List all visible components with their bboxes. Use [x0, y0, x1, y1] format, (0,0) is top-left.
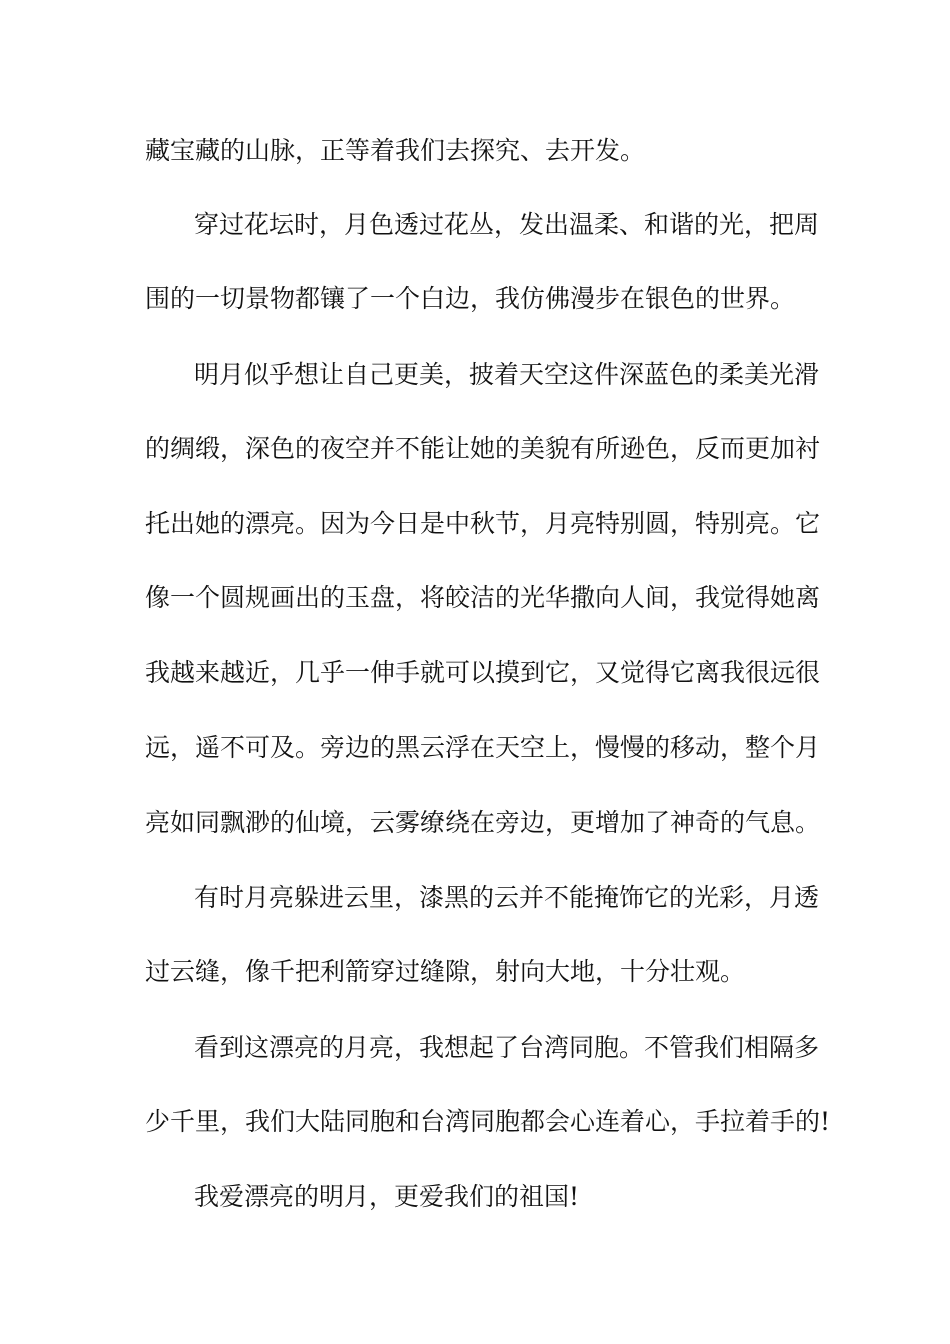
text-line-9: 远，遥不可及。旁边的黑云浮在天空上，慢慢的移动，整个月 — [145, 733, 821, 762]
text-line-13: 看到这漂亮的月亮，我想起了台湾同胞。不管我们相隔多 — [194, 1033, 820, 1062]
text-line-14: 少千里，我们大陆同胞和台湾同胞都会心连着心，手拉着手的! — [145, 1107, 831, 1136]
text-line-12: 过云缝，像千把利箭穿过缝隙，射向大地，十分壮观。 — [145, 957, 746, 986]
text-line-11: 有时月亮躲进云里，漆黑的云并不能掩饰它的光彩，月透 — [194, 883, 820, 912]
text-line-2: 穿过花坛时，月色透过花丛，发出温柔、和谐的光，把周 — [194, 210, 820, 239]
text-line-7: 像一个圆规画出的玉盘，将皎洁的光华撒向人间，我觉得她离 — [145, 583, 821, 612]
text-line-4: 明月似乎想让自己更美，披着天空这件深蓝色的柔美光滑 — [194, 360, 820, 389]
text-line-6: 托出她的漂亮。因为今日是中秋节，月亮特别圆，特别亮。它 — [145, 509, 821, 538]
text-line-8: 我越来越近，几乎一伸手就可以摸到它，又觉得它离我很远很 — [145, 658, 821, 687]
text-line-5: 的绸缎，深色的夜空并不能让她的美貌有所逊色，反而更加衬 — [145, 434, 821, 463]
text-line-15: 我爱漂亮的明月，更爱我们的祖国! — [194, 1182, 580, 1211]
text-line-1: 藏宝藏的山脉，正等着我们去探究、去开发。 — [145, 136, 646, 165]
text-line-3: 围的一切景物都镶了一个白边，我仿佛漫步在银色的世界。 — [145, 284, 796, 313]
text-line-10: 亮如同飘渺的仙境，云雾缭绕在旁边，更增加了神奇的气息。 — [145, 808, 821, 837]
